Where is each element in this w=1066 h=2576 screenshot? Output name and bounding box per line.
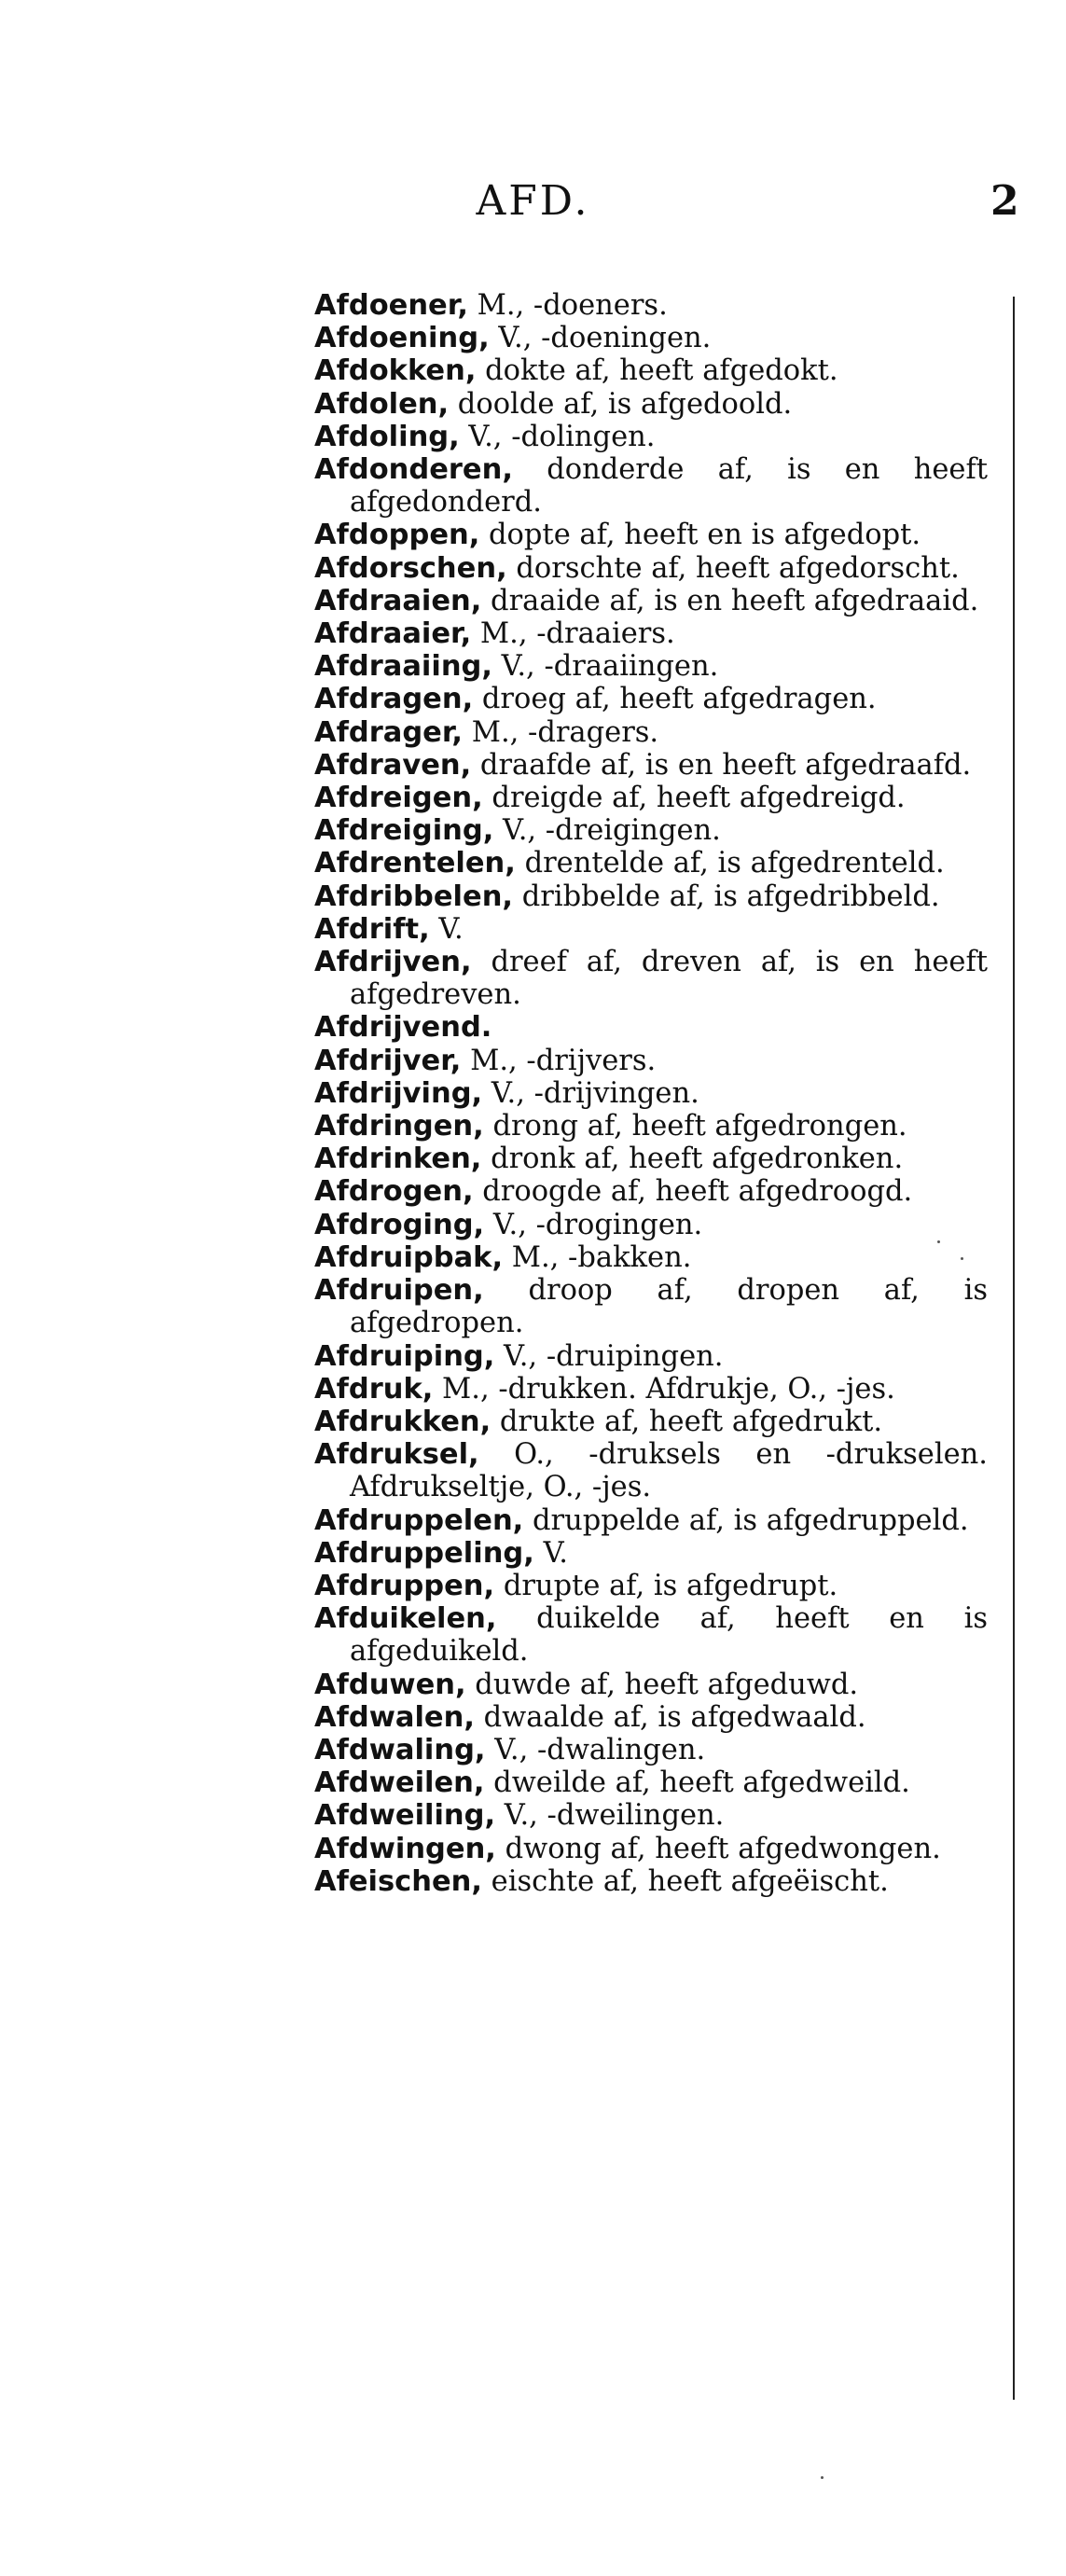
entry-definition: draafde af, is en heeft afgedraafd. <box>471 748 972 782</box>
entry-headword: Afdreiging <box>314 814 483 848</box>
entry-headword: Afdoener <box>314 289 458 322</box>
headword-comma: , <box>422 1372 434 1406</box>
headword-comma: , <box>479 1405 491 1438</box>
dictionary-entry <box>314 1011 988 1044</box>
dictionary-entry <box>314 1143 988 1175</box>
headword-comma: , <box>462 683 474 716</box>
entry-headword: Afdrijver <box>314 1044 450 1077</box>
entry-definition: dopte af, heeft en is afgedopt. <box>479 519 921 552</box>
entry-definition: V., -draaiingen. <box>491 650 719 684</box>
dictionary-entry <box>314 322 988 354</box>
headword-comma: , <box>502 453 513 487</box>
dictionary-entry <box>314 1799 988 1832</box>
headword-comma: , <box>460 946 472 979</box>
headword-comma: , <box>485 1832 496 1865</box>
headword-comma: , <box>496 551 507 585</box>
entry-definition: dreef af, dreven af, is en heeft afgedreven. <box>350 946 988 1012</box>
dictionary-entry <box>314 749 988 782</box>
print-speck <box>937 1240 940 1243</box>
dictionary-entry <box>314 1373 988 1406</box>
headword-comma: , <box>455 1668 466 1701</box>
dictionary-entry <box>314 617 988 650</box>
entry-headword: Afdruppen <box>314 1569 484 1602</box>
headword-comma: , <box>464 1700 475 1734</box>
entry-definition: droop af, dropen af, is afgedropen. <box>350 1274 988 1340</box>
entry-headword: Afdwalen <box>314 1700 464 1734</box>
entry-headword: Afdruipen <box>314 1274 474 1308</box>
dictionary-entry <box>314 1110 988 1143</box>
entry-definition: drong af, heeft afgedrongen. <box>483 1110 907 1143</box>
page-header-title: AFD. <box>476 177 590 225</box>
headword-comma: , <box>451 715 464 749</box>
entry-headword: Afdolen <box>314 387 438 421</box>
headword-comma: , <box>460 617 472 651</box>
entry-definition: dwong af, heeft afgedwongen. <box>495 1832 941 1865</box>
dictionary-entry <box>314 1274 988 1339</box>
column-rule <box>1013 297 1015 2400</box>
headword-comma: , <box>502 879 514 913</box>
dictionary-entry <box>314 1209 988 1241</box>
entry-definition: donderde af, is en heeft afgedonderd. <box>350 453 988 519</box>
dictionary-entry <box>314 650 988 683</box>
entry-definition: dokte af, heeft afgedokt. <box>476 354 838 388</box>
dictionary-entry <box>314 913 988 946</box>
entry-headword: Afdruppelen <box>314 1503 513 1537</box>
entry-definition: dribbelde af, is afgedribbeld. <box>513 879 940 913</box>
entry-headword: Afdraven <box>314 748 461 782</box>
entry-definition: eischte af, heeft afgeëischt. <box>481 1864 889 1898</box>
dictionary-entry <box>314 814 988 847</box>
entry-headword: Afdrogen <box>314 1175 463 1209</box>
headword-comma: , <box>460 748 472 782</box>
entry-definition: drentelde af, is afgedrenteld. <box>515 847 945 880</box>
dictionary-entry <box>314 552 988 585</box>
entry-definition: V., -dwalingen. <box>485 1733 706 1766</box>
dictionary-entry <box>314 782 988 814</box>
entry-headword: Afdoppen <box>314 519 469 552</box>
dictionary-entry <box>314 388 988 421</box>
headword-comma: , <box>483 1569 495 1602</box>
entry-headword: Afdrager <box>314 715 452 749</box>
entry-definition: V., -dweilingen. <box>495 1799 725 1833</box>
entry-definition: V., -drogingen. <box>484 1208 703 1241</box>
entry-definition: dreigde af, heeft afgedreigd. <box>482 782 906 815</box>
dictionary-entry <box>314 1734 988 1766</box>
dictionary-entry <box>314 1570 988 1602</box>
entry-definition: V., -dreigingen. <box>493 814 721 848</box>
entry-headword: Afdonderen <box>314 453 503 487</box>
entry-headword: Afduikelen <box>314 1602 486 1636</box>
dictionary-entry <box>314 1833 988 1865</box>
headword-comma: , <box>483 1339 495 1373</box>
dictionary-entry <box>314 1669 988 1701</box>
entry-headword: Afdragen <box>314 683 463 716</box>
dictionary-entry <box>314 519 988 551</box>
dictionary-entry <box>314 354 988 387</box>
entry-definition: duwde af, heeft afgeduwd. <box>465 1668 859 1701</box>
entry-definition: drukte af, heeft afgedrukt. <box>491 1405 883 1438</box>
entry-headword: Afdreigen <box>314 782 473 815</box>
page-number: 2 <box>990 177 1019 225</box>
entry-definition: V., -druipingen. <box>494 1339 724 1373</box>
entry-definition: droeg af, heeft afgedragen. <box>473 683 877 716</box>
entry-headword: Afdruk <box>314 1372 422 1406</box>
entry-headword: Afduwen <box>314 1668 455 1701</box>
entry-definition: druppelde af, is afgedruppeld. <box>523 1503 969 1537</box>
headword-comma: , <box>491 1240 504 1274</box>
dictionary-entry <box>314 1602 988 1668</box>
entry-definition: V., -drijvingen. <box>482 1076 699 1110</box>
entry-headword: Afdrijvend. <box>314 1011 492 1045</box>
entry-headword: Afdruiping <box>314 1339 484 1373</box>
entry-definition: M., -drukken. Afdrukje, O., -jes. <box>433 1372 895 1406</box>
entry-definition: V., -dolingen. <box>459 420 656 453</box>
dictionary-entry <box>314 421 988 453</box>
entry-definition: dweilde af, heeft afgedweild. <box>484 1766 910 1800</box>
entry-definition: M., -drijvers. <box>461 1044 657 1077</box>
headword-comma: , <box>478 322 490 355</box>
headword-comma: , <box>523 1536 534 1570</box>
entry-headword: Afdokken <box>314 354 465 388</box>
headword-comma: , <box>473 1110 484 1143</box>
dictionary-entry <box>314 1701 988 1734</box>
entry-definition: doolde af, is afgedoold. <box>449 387 793 421</box>
headword-comma: , <box>512 1503 524 1537</box>
entry-definition: dorschte af, heeft afgedorscht. <box>506 551 960 585</box>
entry-definition: duikelde af, heeft en is afgeduikeld. <box>350 1602 988 1669</box>
entry-definition: O., -druksels en -drukselen. Afdrukseltje, O., -jes. <box>350 1438 988 1504</box>
headword-comma: , <box>468 1438 479 1472</box>
dictionary-entry <box>314 1340 988 1373</box>
dictionary-entry <box>314 1537 988 1570</box>
dictionary-entry <box>314 1045 988 1077</box>
dictionary-entry <box>314 453 988 519</box>
dictionary-entry <box>314 946 988 1011</box>
dictionary-entry <box>314 683 988 715</box>
entry-headword: Afdruksel <box>314 1438 469 1472</box>
headword-comma: , <box>471 1864 482 1898</box>
entry-headword: Afdwingen <box>314 1832 486 1865</box>
entry-headword: Afdrijven <box>314 946 461 979</box>
headword-comma: , <box>473 1274 484 1308</box>
entry-definition: V. <box>429 912 464 946</box>
entry-definition: dwaalde af, is afgedwaald. <box>474 1700 866 1734</box>
dictionary-entry <box>314 1077 988 1110</box>
entry-headword: Afdraaier <box>314 617 461 651</box>
entry-headword: Afeischen <box>314 1864 472 1898</box>
entry-headword: Afdrukken <box>314 1405 480 1438</box>
entry-definition: droogde af, heeft afgedroogd. <box>473 1175 913 1209</box>
entry-headword: Afdringen <box>314 1110 474 1143</box>
entry-definition: V. <box>533 1536 568 1570</box>
print-speck <box>821 2476 824 2479</box>
entry-definition: M., -bakken. <box>503 1240 692 1274</box>
headword-comma: , <box>457 289 468 322</box>
dictionary-entry <box>314 585 988 617</box>
headword-comma: , <box>472 782 483 815</box>
entry-definition: draaide af, is en heeft afgedraaid. <box>481 584 979 617</box>
headword-comma: , <box>470 1143 482 1176</box>
dictionary-entry <box>314 880 988 913</box>
headword-comma: , <box>505 847 516 880</box>
headword-comma: , <box>474 1733 486 1766</box>
entry-headword: Afdrijving <box>314 1076 472 1110</box>
dictionary-column <box>314 289 988 1898</box>
dictionary-entry <box>314 1504 988 1537</box>
entry-headword: Afdrentelen <box>314 847 505 880</box>
headword-comma: , <box>464 354 477 388</box>
print-speck <box>961 1257 963 1260</box>
entry-headword: Afdorschen <box>314 551 497 585</box>
entry-definition: drupte af, is afgedrupt. <box>494 1569 838 1602</box>
dictionary-entry <box>314 1406 988 1438</box>
entry-definition: M., -draaiers. <box>471 617 675 651</box>
dictionary-entry <box>314 1865 988 1898</box>
headword-comma: , <box>482 814 494 848</box>
entry-headword: Afdruipbak <box>314 1240 492 1274</box>
headword-comma: , <box>462 1175 474 1209</box>
headword-comma: , <box>470 584 482 617</box>
entry-headword: Afdraaiing <box>314 650 482 684</box>
entry-headword: Afdoling <box>314 420 450 453</box>
entry-headword: Afdrinken <box>314 1143 471 1176</box>
entry-headword: Afdraaien <box>314 584 471 617</box>
entry-headword: Afdroging <box>314 1208 474 1241</box>
entry-headword: Afdribbelen <box>314 879 503 913</box>
headword-comma: , <box>484 1799 496 1833</box>
dictionary-entry <box>314 847 988 879</box>
headword-comma: , <box>449 420 460 453</box>
entry-headword: Afdwaling <box>314 1733 475 1766</box>
headword-comma: , <box>485 1602 497 1636</box>
headword-comma: , <box>450 1044 462 1077</box>
headword-comma: , <box>481 650 492 684</box>
headword-comma: , <box>471 1076 483 1110</box>
headword-comma: , <box>468 519 480 552</box>
entry-definition: dronk af, heeft afgedronken. <box>481 1143 904 1176</box>
dictionary-entry <box>314 1766 988 1799</box>
dictionary-entry <box>314 1438 988 1503</box>
dictionary-entry <box>314 289 988 322</box>
entry-definition: V., -doeningen. <box>489 322 712 355</box>
entry-definition: M., -doeners. <box>467 289 668 322</box>
headword-comma: , <box>419 912 430 946</box>
dictionary-entry <box>314 1175 988 1208</box>
headword-comma: , <box>473 1208 485 1241</box>
entry-headword: Afdruppeling <box>314 1536 524 1570</box>
entry-headword: Afdweiling <box>314 1799 485 1833</box>
dictionary-entry <box>314 1241 988 1274</box>
entry-headword: Afdweilen <box>314 1766 474 1800</box>
headword-comma: , <box>473 1766 485 1800</box>
dictionary-entry <box>314 716 988 749</box>
entry-definition: M., -dragers. <box>463 715 659 749</box>
entry-headword: Afdoening <box>314 322 479 355</box>
entry-headword: Afdrift <box>314 912 420 946</box>
headword-comma: , <box>437 387 450 421</box>
